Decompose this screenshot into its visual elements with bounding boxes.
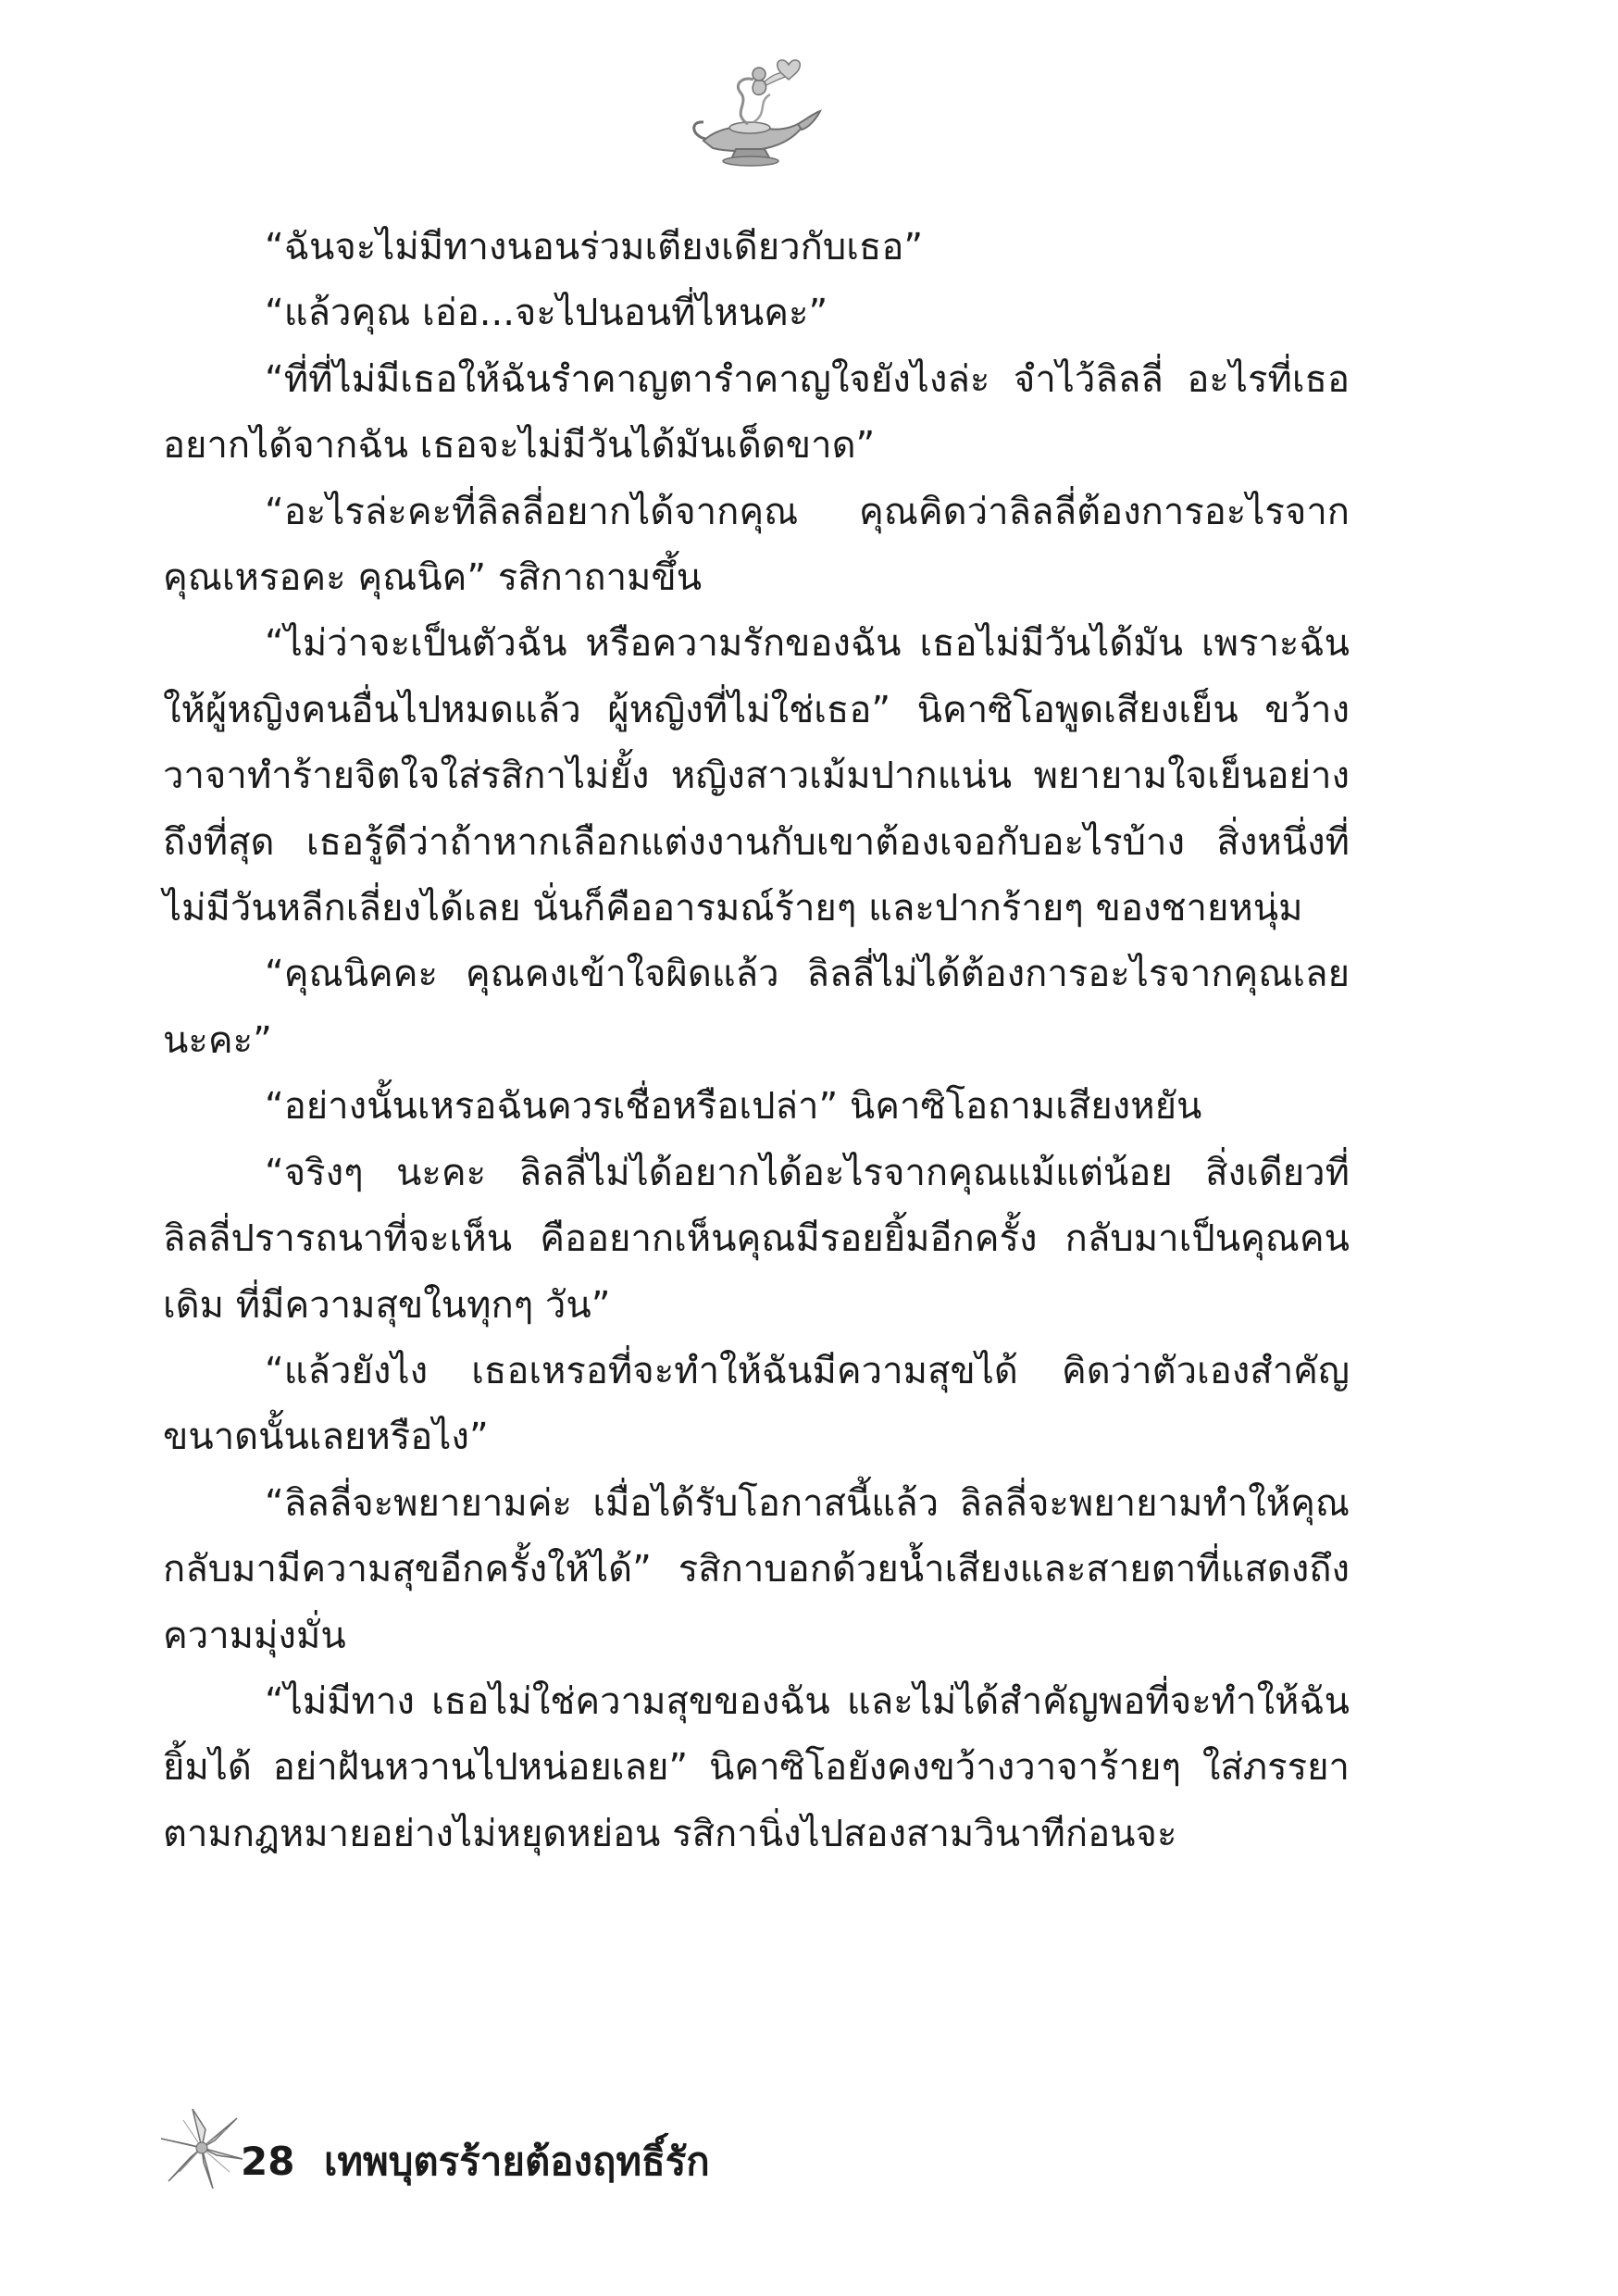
paragraph: “อะไรล่ะคะที่ลิลลี่อยากได้จากคุณ คุณคิดว่าลิลลี่ต้องการอะไรจากคุณเหรอคะ คุณนิค” รสิกาถามขึ้น [163,490,1350,600]
paragraph: “ฉันจะไม่มีทางนอนร่วมเตียงเดียวกับเธอ” [265,226,924,268]
paragraph: “จริงๆ นะคะ ลิลลี่ไม่ได้อยากได้อะไรจากคุณแม้แต่น้อย สิ่งเดียวที่ลิลลี่ปรารถนาที่จะเห็น คืออยากเห็นคุณมีรอยยิ้มอีกครั้ง กลับมาเป็นคุณคนเดิม ที่มีความสุขในทุกๆ วัน” [163,1151,1350,1327]
book-title: เทพบุตรร้ายต้องฤทธิ์รัก [324,2139,710,2184]
paragraph: “แล้วคุณ เอ่อ...จะไปนอนที่ไหนคะ” [265,292,828,335]
paragraph: “อย่างนั้นเหรอฉันควรเชื่อหรือเปล่า” นิคาซิโอถามเสียงหยัน [265,1085,1202,1129]
page-number: 28 [241,2139,295,2184]
paragraph: “คุณนิคคะ คุณคงเข้าใจผิดแล้ว ลิลลี่ไม่ได้ต้องการอะไรจากคุณเลยนะคะ” [163,953,1350,1062]
paragraph: “ลิลลี่จะพยายามค่ะ เมื่อได้รับโอกาสนี้แล้ว ลิลลี่จะพยายามทำให้คุณกลับมามีความสุขอีกครั้งให้ได้” รสิกาบอกด้วยน้ำเสียงและสายตาที่แสดงถึงความมุ่งมั่น [163,1481,1350,1657]
paragraph: “แล้วยังไง เธอเหรอที่จะทำให้ฉันมีความสุขได้ คิดว่าตัวเองสำคัญขนาดนั้นเลยหรือไง” [163,1349,1350,1459]
page-footer [156,2102,989,2203]
lily-flower-icon [156,2102,248,2194]
paragraph: “ที่ที่ไม่มีเธอให้ฉันรำคาญตารำคาญใจยังไงล่ะ จำไว้ลิลลี่ อะไรที่เธออยากได้จากฉัน เธอจะไม่มีวันได้มันเด็ดขาด” [163,357,1350,468]
genie-lamp-with-cupid-icon [685,56,824,176]
chapter-body-text [163,215,1350,1867]
paragraph: “ไม่มีทาง เธอไม่ใช่ความสุขของฉัน และไม่ได้สำคัญพอที่จะทำให้ฉันยิ้มได้ อย่าฝันหวานไปหน่อยเลย” นิคาซิโอยังคงขว้างวาจาร้ายๆ ใส่ภรรยาตามกฎหมายอย่างไม่หยุดหย่อน รสิกานิ่งไปสองสามวินาทีก่อนจะ [163,1679,1350,1855]
paragraph: “ไม่ว่าจะเป็นตัวฉัน หรือความรักของฉัน เธอไม่มีวันได้มัน เพราะฉันให้ผู้หญิงคนอื่นไปหมดแล้ว ผู้หญิงที่ไม่ใช่เธอ” นิคาซิโอพูดเสียงเย็น ขว้างวาจาทำร้ายจิตใจใส่รสิกาไม่ยั้ง หญิงสาวเม้มปากแน่น พยายามใจเย็นอย่างถึงที่สุด เธอรู้ดีว่าถ้าหากเลือกแต่งงานกับเขาต้องเจอกับอะไรบ้าง สิ่งหนึ่งที่ไม่มีวันหลีกเลี่ยงได้เลย นั่นก็คืออารมณ์ร้ายๆ และปากร้ายๆ ของชายหนุ่ม [163,622,1350,930]
